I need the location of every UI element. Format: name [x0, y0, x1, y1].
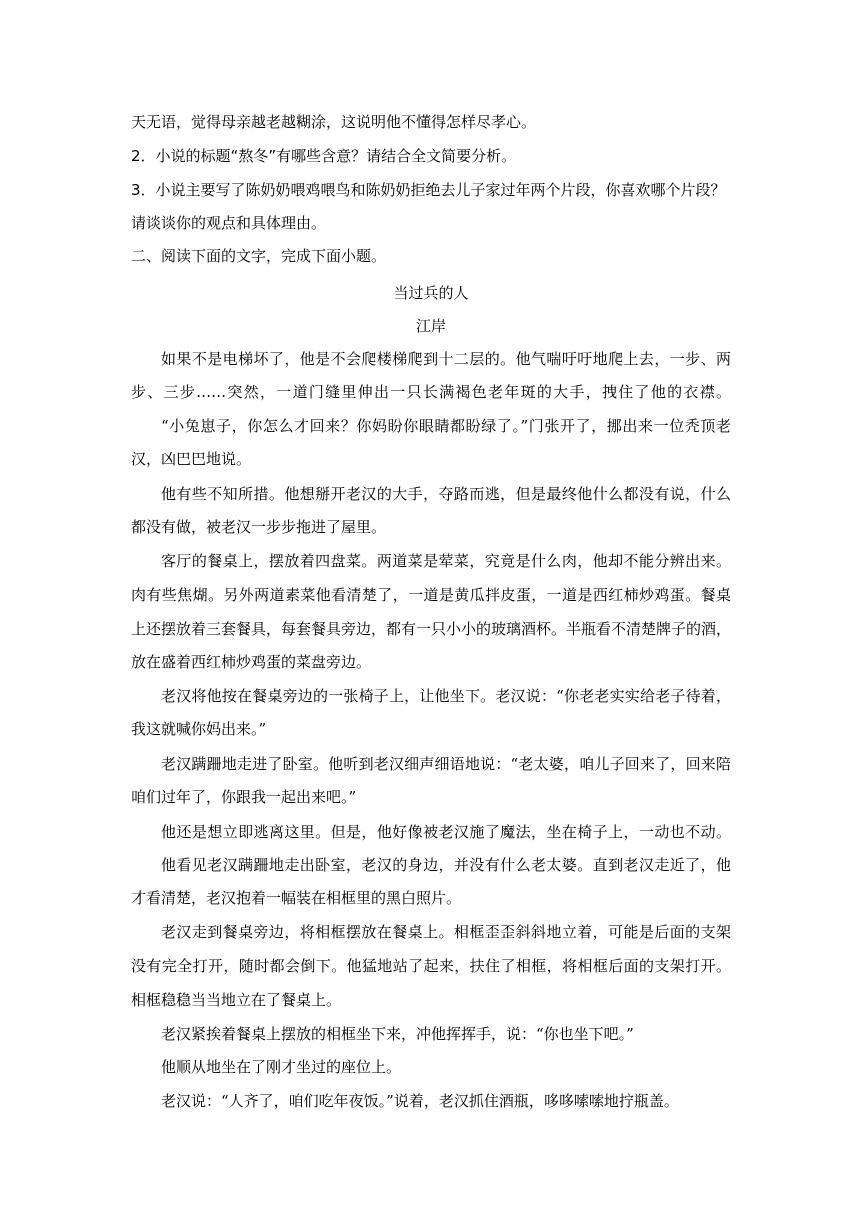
- prev-answer-line: 天无语，觉得母亲越老越糊涂，这说明他不懂得怎样尽孝心。: [131, 113, 537, 131]
- paragraph-3-line-1: 他有些不知所措。他想掰开老汉的大手，夺路而逃，但是最终他什么都没有说，什么: [161, 485, 731, 503]
- paragraph-4-line-2: 肉有些焦煳。另外两道素菜他看清楚了，一道是黄瓜拌皮蛋，一道是西红柿炒鸡蛋。餐桌: [131, 586, 731, 604]
- paragraph-2-line-1: “小兔崽子，你怎么才回来？你妈盼你眼睛都盼绿了。”门张开了，挪出来一位秃顶老: [161, 417, 731, 435]
- paragraph-7: 他还是想立即逃离这里。但是，他好像被老汉施了魔法，坐在椅子上，一动也不动。: [161, 823, 731, 841]
- paragraph-10: 老汉紧挨着餐桌上摆放的相框坐下来，冲他挥挥手，说：“你也坐下吧。”: [161, 1025, 634, 1043]
- paragraph-1-line-2: 步、三步……突然，一道门缝里伸出一只长满褐色老年斑的大手，拽住了他的衣襟。: [131, 383, 731, 401]
- question-3-line-2: 请谈谈你的观点和具体理由。: [131, 214, 327, 232]
- paragraph-11: 他顺从地坐在了刚才坐过的座位上。: [161, 1058, 402, 1076]
- paragraph-12: 老汉说：“人齐了，咱们吃年夜饭。”说着，老汉抓住酒瓶，哆哆嗦嗦地拧瓶盖。: [161, 1092, 679, 1110]
- paragraph-8-line-2: 才看清楚，老汉抱着一幅装在相框里的黑白照片。: [131, 889, 462, 907]
- paragraph-9-line-3: 相框稳稳当当地立在了餐桌上。: [131, 991, 342, 1009]
- paragraph-5-line-1: 老汉将他按在餐桌旁边的一张椅子上，让他坐下。老汉说：“你老老实实给老子待着，: [161, 687, 731, 705]
- paragraph-2-line-2: 汉，凶巴巴地说。: [131, 450, 252, 468]
- question-3-line-1: 3．小说主要写了陈奶奶喂鸡喂鸟和陈奶奶拒绝去儿子家过年两个片段，你喜欢哪个片段？: [131, 181, 726, 199]
- paragraph-3-line-2: 都没有做，被老汉一步步拖进了屋里。: [131, 518, 387, 536]
- paragraph-6-line-1: 老汉蹒跚地走进了卧室。他听到老汉细声细语地说：“老太婆，咱儿子回来了，回来陪: [161, 755, 731, 773]
- section-heading: 二、阅读下面的文字，完成下面小题。: [131, 247, 387, 265]
- story-author: 江岸: [415, 317, 446, 335]
- paragraph-4-line-1: 客厅的餐桌上，摆放着四盘菜。两道菜是荤菜，究竟是什么肉，他却不能分辨出来。: [161, 552, 731, 570]
- paragraph-1-line-1: 如果不是电梯坏了，他是不会爬楼梯爬到十二层的。他气喘吁吁地爬上去，一步、两: [161, 350, 731, 368]
- paragraph-4-line-4: 放在盛着西红柿炒鸡蛋的菜盘旁边。: [131, 653, 372, 671]
- paragraph-5-line-2: 我这就喊你妈出来。”: [131, 720, 267, 738]
- story-title: 当过兵的人: [393, 284, 469, 302]
- paragraph-6-line-2: 咱们过年了，你跟我一起出来吧。”: [131, 788, 357, 806]
- paragraph-9-line-2: 没有完全打开，随时都会倒下。他猛地站了起来，扶住了相框，将相框后面的支架打开。: [131, 957, 731, 975]
- question-2: 2．小说的标题“熬冬”有哪些含意？请结合全文简要分析。: [131, 147, 517, 165]
- paragraph-9-line-1: 老汉走到餐桌旁边，将相框摆放在餐桌上。相框歪歪斜斜地立着，可能是后面的支架: [161, 923, 731, 941]
- paragraph-8-line-1: 他看见老汉蹒跚地走出卧室，老汉的身边，并没有什么老太婆。直到老汉走近了，他: [161, 856, 731, 874]
- paragraph-4-line-3: 上还摆放着三套餐具，每套餐具旁边，都有一只小小的玻璃酒杯。半瓶看不清楚牌子的酒，: [131, 620, 732, 638]
